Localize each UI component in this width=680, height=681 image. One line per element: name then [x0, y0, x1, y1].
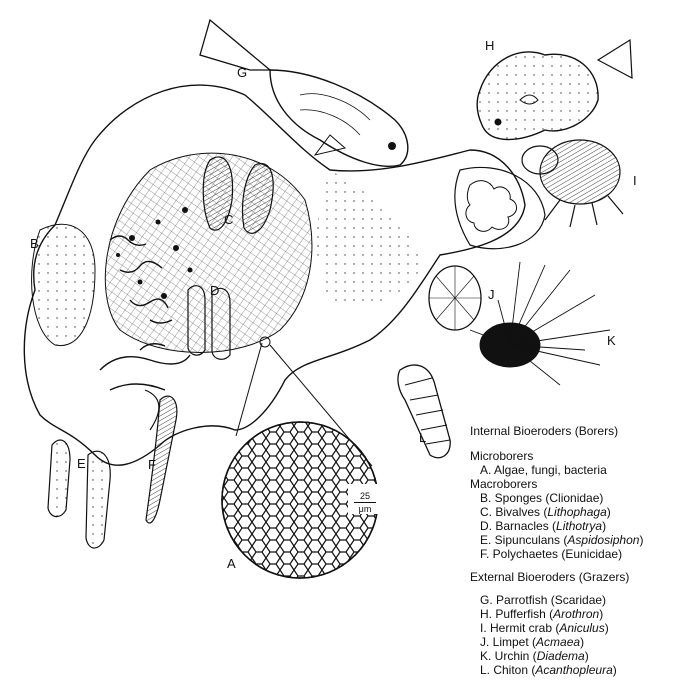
grazers-list [470, 593, 678, 677]
legend-item [470, 663, 678, 677]
legend-tail: ) [639, 533, 644, 547]
legend-letter: H. [480, 607, 496, 621]
label-e: E [77, 456, 86, 471]
scale-value: 25 [359, 491, 370, 501]
label-l: L [419, 430, 427, 445]
legend-genus: Acmaea [536, 635, 581, 649]
legend-letter: G. [480, 593, 497, 607]
microborers-heading: Microborers [470, 449, 534, 463]
legend-letter: D. [480, 519, 496, 533]
scale-unit: μm [358, 504, 372, 514]
legend-genus: Aniculus [559, 621, 605, 635]
legend-name: Sipunculans ( [494, 533, 568, 547]
label-g: G [237, 65, 248, 80]
label-c: C [224, 212, 234, 227]
legend-letter: I. [480, 621, 491, 635]
label-d: D [210, 283, 220, 298]
scale-bar [352, 491, 378, 514]
legend-item [470, 519, 678, 533]
legend-genus: Diadema [536, 649, 585, 663]
legend-letter: K. [480, 649, 495, 663]
label-h: H [485, 38, 495, 53]
label-f: F [148, 457, 156, 472]
legend-name: Hermit crab ( [490, 621, 560, 635]
legend-name: Polychaetes (Eunicidae) [492, 547, 623, 561]
legend-genus: Lithophaga [547, 505, 607, 519]
legend-letter: A. [480, 463, 495, 477]
legend-item [470, 649, 678, 663]
legend-name: Chiton ( [493, 663, 536, 677]
legend-name: Pufferfish ( [495, 607, 554, 621]
legend-item [470, 533, 678, 547]
legend-genus: Acanthopleura [535, 663, 613, 677]
coral-substrate [24, 85, 545, 465]
legend-letter: B. [480, 491, 495, 505]
legend-letter: J. [480, 635, 493, 649]
legend-tail: ) [602, 519, 607, 533]
microborer-magnification [222, 337, 382, 578]
legend-name: Limpet ( [492, 635, 537, 649]
scale-line [354, 502, 376, 503]
label-b: B [30, 236, 39, 251]
limpet [429, 266, 481, 330]
label-a: A [227, 556, 236, 571]
legend-letter: F. [480, 547, 493, 561]
macroborers-heading: Macroborers [470, 477, 538, 491]
parrotfish [200, 20, 408, 166]
legend-genus: Arothron [553, 607, 600, 621]
label-j: J [488, 287, 495, 302]
legend-genus: Lithotrya [556, 519, 603, 533]
label-k: K [607, 333, 616, 348]
microborers-list [470, 463, 678, 477]
legend-name: Algae, fungi, bacteria [494, 463, 607, 477]
pufferfish [477, 40, 632, 140]
legend-letter: E. [480, 533, 495, 547]
legend-tail: ) [604, 621, 609, 635]
legend-item [470, 607, 678, 621]
legend-tail: ) [584, 649, 589, 663]
legend-tail: ) [599, 607, 604, 621]
legend-name: Urchin ( [494, 649, 537, 663]
legend-name: Barnacles ( [495, 519, 557, 533]
legend-tail: ) [580, 635, 585, 649]
sea-urchin [470, 262, 610, 385]
legend-item [470, 463, 678, 477]
legend-item [470, 593, 678, 607]
legend-name: Parrotfish (Scaridae) [496, 593, 607, 607]
legend [470, 424, 678, 677]
legend-genus: Aspidosiphon [567, 533, 640, 547]
legend-item [470, 621, 678, 635]
legend-letter: L. [480, 663, 494, 677]
legend-name: Sponges (Clionidae) [494, 491, 604, 505]
label-i: I [633, 173, 637, 188]
legend-letter: C. [480, 505, 496, 519]
macroborers-list [470, 491, 678, 561]
legend-tail: ) [612, 663, 617, 677]
legend-item [470, 547, 678, 561]
legend-item [470, 505, 678, 519]
external-heading: External Bioeroders (Grazers) [470, 570, 630, 584]
legend-name: Bivalves ( [495, 505, 548, 519]
legend-item [470, 635, 678, 649]
legend-item [470, 491, 678, 505]
legend-tail: ) [606, 505, 611, 519]
hermit-crab [522, 140, 623, 227]
internal-heading: Internal Bioeroders (Borers) [470, 424, 619, 438]
